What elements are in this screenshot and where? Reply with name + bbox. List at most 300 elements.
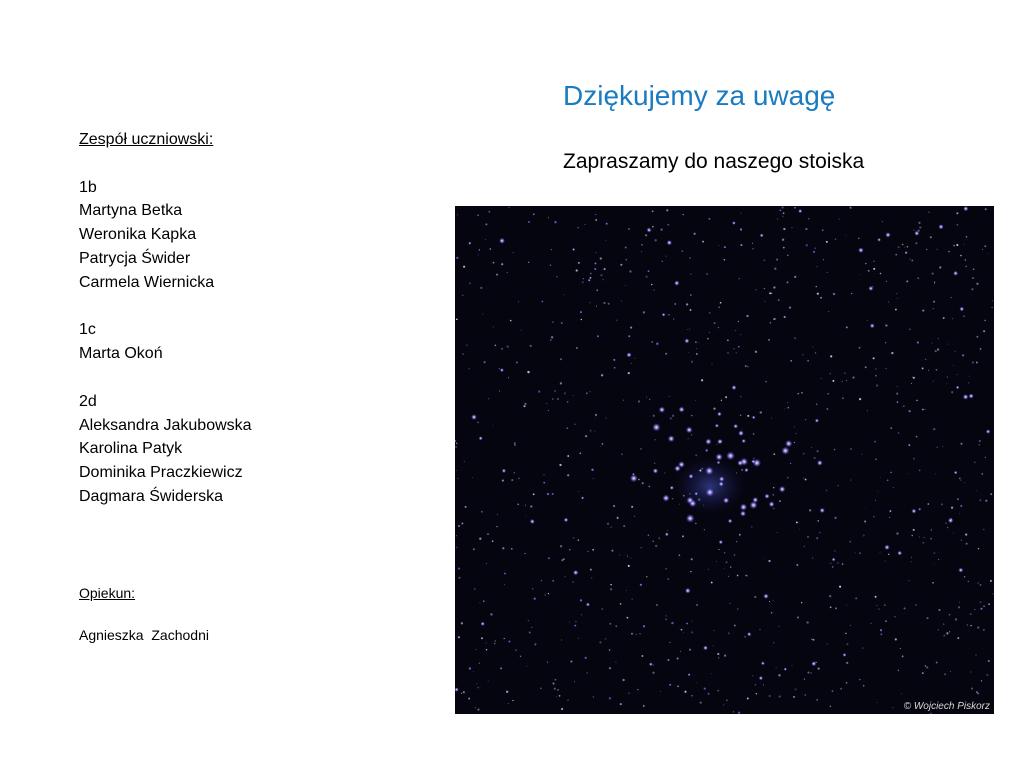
star: [457, 478, 458, 479]
star: [662, 261, 663, 262]
star: [525, 505, 526, 506]
star: [667, 530, 668, 531]
cluster-star: [674, 465, 680, 471]
star: [951, 507, 953, 509]
bright-star: [798, 209, 802, 213]
star: [520, 330, 521, 331]
star: [763, 558, 764, 559]
star: [941, 503, 943, 505]
star: [600, 446, 601, 447]
star: [804, 679, 805, 680]
star: [983, 529, 985, 531]
star: [569, 549, 571, 551]
star: [609, 649, 611, 651]
star: [681, 250, 683, 252]
star: [981, 608, 983, 610]
star: [724, 259, 726, 261]
cluster-star: [659, 406, 665, 412]
star: [849, 206, 850, 207]
star: [982, 249, 983, 250]
bright-star: [963, 394, 969, 400]
star: [586, 392, 588, 394]
star: [970, 672, 971, 673]
star: [615, 662, 616, 663]
star: [796, 521, 798, 523]
star: [532, 588, 533, 589]
star: [543, 482, 545, 484]
cluster-star: [694, 492, 698, 496]
star: [501, 263, 503, 265]
star: [807, 672, 809, 674]
star: [493, 327, 494, 328]
star: [810, 672, 812, 674]
star: [746, 315, 748, 317]
star: [599, 641, 601, 643]
star: [813, 457, 815, 459]
star: [716, 561, 717, 562]
star: [972, 277, 974, 279]
star: [640, 448, 642, 450]
star: [957, 224, 959, 226]
star: [735, 330, 737, 332]
star: [552, 321, 554, 323]
bright-star: [953, 271, 958, 276]
cluster-star: [779, 486, 786, 493]
star: [777, 218, 778, 219]
star: [667, 578, 669, 580]
star: [711, 582, 713, 584]
star: [898, 432, 900, 434]
star: [605, 638, 607, 640]
star: [643, 311, 645, 313]
star: [933, 308, 934, 309]
star: [830, 705, 832, 707]
bright-star: [958, 568, 963, 573]
member-name: Dagmara Świderska: [79, 487, 224, 505]
star: [783, 228, 785, 230]
star: [875, 368, 876, 369]
star: [740, 213, 741, 214]
star: [671, 622, 673, 624]
cluster-star: [744, 468, 748, 472]
star: [740, 244, 742, 246]
starfield-image: [455, 206, 994, 714]
star: [934, 564, 935, 565]
bright-star: [760, 233, 764, 237]
star: [554, 688, 556, 690]
star: [928, 503, 930, 505]
star: [900, 648, 901, 649]
star: [801, 602, 802, 603]
star: [885, 324, 887, 326]
bright-star: [626, 352, 631, 357]
star: [499, 391, 500, 392]
star: [591, 469, 593, 471]
star: [960, 255, 962, 257]
star: [973, 268, 975, 270]
star: [924, 409, 925, 410]
star: [830, 606, 832, 608]
star: [805, 479, 807, 481]
star: [868, 270, 870, 272]
star: [971, 688, 973, 690]
star: [826, 490, 828, 492]
star: [713, 322, 715, 324]
star: [849, 541, 851, 543]
star: [943, 635, 945, 637]
star: [664, 472, 665, 473]
star: [653, 415, 655, 417]
star: [804, 694, 806, 696]
star: [981, 680, 982, 681]
star: [554, 221, 556, 223]
star: [873, 260, 875, 262]
star: [667, 224, 669, 226]
star: [897, 298, 898, 299]
star: [855, 597, 857, 599]
star: [514, 442, 516, 444]
star: [913, 529, 915, 531]
star: [655, 239, 657, 241]
bright-star: [956, 386, 960, 390]
star: [609, 667, 611, 669]
star: [771, 417, 772, 418]
star: [479, 249, 481, 251]
star: [733, 711, 734, 712]
star: [620, 703, 622, 705]
star: [711, 673, 712, 674]
star: [835, 238, 837, 240]
star: [990, 580, 992, 582]
star: [702, 241, 704, 243]
star: [672, 498, 673, 499]
star: [776, 259, 778, 261]
star: [538, 390, 540, 392]
star: [576, 269, 578, 271]
star: [963, 244, 964, 245]
star: [456, 318, 458, 320]
star: [795, 688, 797, 690]
star: [961, 443, 963, 445]
star: [928, 370, 929, 371]
bright-star: [747, 632, 751, 636]
star: [880, 633, 882, 635]
cluster-star: [719, 481, 724, 486]
star: [489, 248, 491, 250]
star: [821, 378, 822, 379]
star: [909, 329, 911, 331]
star: [880, 629, 882, 631]
star: [865, 366, 867, 368]
star: [480, 287, 482, 289]
star: [913, 458, 915, 460]
star: [631, 363, 632, 364]
star: [627, 617, 629, 619]
star: [579, 452, 581, 454]
star: [464, 461, 465, 462]
star: [858, 238, 859, 239]
star: [962, 354, 964, 356]
star: [875, 375, 877, 377]
star: [737, 608, 739, 610]
star: [472, 477, 473, 478]
bright-star: [833, 293, 836, 296]
star: [481, 637, 483, 639]
star: [596, 289, 597, 290]
star: [734, 554, 736, 556]
star: [880, 273, 882, 275]
star: [864, 521, 866, 523]
star: [666, 568, 667, 569]
bright-star: [948, 518, 954, 524]
star: [530, 505, 532, 507]
star: [965, 266, 967, 268]
bright-star: [868, 286, 873, 291]
star: [907, 474, 908, 475]
star: [570, 660, 572, 662]
slide-title: Dziękujemy za uwagę: [563, 80, 836, 111]
star: [956, 244, 958, 246]
cluster-star: [742, 439, 746, 443]
star: [627, 556, 628, 557]
star: [592, 549, 594, 551]
star: [988, 603, 990, 605]
star: [895, 309, 897, 311]
star: [478, 254, 479, 255]
star: [830, 563, 831, 564]
star: [497, 526, 498, 527]
cluster-star: [737, 460, 743, 466]
star: [976, 336, 978, 338]
star: [713, 645, 714, 646]
star: [816, 286, 817, 287]
star: [773, 642, 774, 643]
star: [590, 430, 592, 432]
star: [793, 696, 795, 698]
star: [456, 546, 458, 548]
star: [807, 536, 809, 538]
star: [811, 447, 812, 448]
star: [585, 657, 587, 659]
star: [534, 643, 536, 645]
star: [957, 498, 959, 500]
star: [642, 482, 644, 484]
star: [485, 239, 486, 240]
star: [878, 608, 880, 610]
star: [764, 301, 765, 302]
star: [462, 353, 463, 354]
bright-star: [471, 414, 477, 420]
star: [666, 615, 667, 616]
bright-star: [688, 673, 691, 676]
star: [735, 352, 736, 353]
star: [901, 693, 902, 694]
star: [646, 397, 647, 398]
star: [755, 684, 757, 686]
star: [950, 671, 951, 672]
star: [582, 281, 584, 283]
star: [904, 247, 905, 248]
star: [594, 431, 595, 432]
star: [593, 696, 595, 698]
star: [789, 306, 791, 308]
bright-star: [647, 228, 652, 233]
star: [911, 561, 912, 562]
star: [974, 462, 976, 464]
star: [951, 391, 953, 393]
star: [488, 680, 489, 681]
star: [771, 612, 773, 614]
star: [911, 260, 913, 262]
star: [637, 689, 638, 690]
star: [718, 307, 720, 309]
bright-star: [699, 469, 703, 473]
star: [645, 234, 647, 236]
star: [528, 620, 529, 621]
star: [559, 695, 561, 697]
star: [890, 427, 892, 429]
star: [968, 581, 969, 582]
star: [625, 259, 627, 261]
star: [904, 607, 906, 609]
star: [476, 683, 477, 684]
star: [508, 640, 510, 642]
star: [865, 263, 866, 264]
star: [832, 690, 834, 692]
cluster-star: [764, 494, 769, 499]
star: [770, 322, 772, 324]
bright-star: [897, 551, 902, 556]
star: [726, 561, 728, 563]
star: [820, 297, 822, 299]
star: [779, 626, 780, 627]
bright-star: [959, 307, 964, 312]
star: [463, 691, 465, 693]
star: [696, 348, 697, 349]
star: [530, 345, 532, 347]
team-heading: Zespół uczniowski:: [79, 131, 214, 148]
star: [923, 542, 924, 543]
bright-star: [732, 221, 736, 225]
star: [902, 244, 904, 246]
bright-star: [480, 622, 484, 626]
star: [759, 629, 760, 630]
star: [807, 621, 809, 623]
star: [486, 563, 487, 564]
bright-star: [954, 471, 958, 475]
star: [547, 493, 549, 495]
star: [794, 207, 796, 209]
star: [704, 687, 706, 689]
star: [527, 371, 529, 373]
star: [781, 206, 783, 208]
star: [547, 662, 548, 663]
star: [983, 629, 985, 631]
star: [769, 601, 770, 602]
star: [985, 320, 986, 321]
star: [600, 274, 602, 276]
cluster-star: [662, 494, 669, 501]
star: [813, 639, 815, 641]
member-name: Dominika Praczkiewicz: [79, 464, 243, 482]
star: [502, 547, 504, 549]
star: [514, 472, 515, 473]
star: [483, 361, 485, 363]
bright-star: [759, 676, 763, 680]
star: [654, 289, 655, 290]
bright-star: [938, 224, 943, 229]
star: [468, 368, 469, 369]
star: [511, 548, 513, 550]
star: [918, 222, 920, 224]
member-name: Karolina Patyk: [79, 440, 183, 458]
bright-star: [963, 206, 968, 211]
star: [643, 705, 645, 707]
bright-star: [719, 540, 723, 544]
star: [669, 396, 670, 397]
star-cluster-photo: [455, 206, 994, 714]
star: [977, 626, 979, 628]
bright-star: [733, 424, 738, 429]
star: [741, 469, 742, 470]
star: [819, 532, 821, 534]
star: [816, 450, 818, 452]
star: [561, 559, 563, 561]
star: [608, 303, 610, 305]
star: [823, 259, 824, 260]
star: [660, 228, 662, 230]
star: [591, 577, 592, 578]
star: [992, 300, 993, 301]
star: [499, 368, 501, 370]
star: [779, 500, 781, 502]
star: [979, 499, 981, 501]
star: [957, 374, 958, 375]
star: [969, 376, 970, 377]
star: [477, 214, 479, 216]
star: [913, 230, 914, 231]
star: [885, 342, 886, 343]
star: [691, 695, 693, 697]
star: [948, 251, 950, 253]
star: [728, 576, 729, 577]
star: [524, 553, 525, 554]
star: [932, 343, 933, 344]
star: [567, 474, 569, 476]
bright-star: [573, 570, 579, 576]
star: [863, 534, 865, 536]
star: [718, 690, 719, 691]
star: [580, 599, 582, 601]
star: [665, 353, 667, 355]
star: [631, 558, 632, 559]
star: [736, 541, 737, 542]
star: [566, 427, 568, 429]
star: [816, 266, 817, 267]
star: [974, 609, 975, 610]
star: [567, 700, 568, 701]
star: [959, 478, 961, 480]
star: [861, 454, 862, 455]
star: [495, 640, 496, 641]
star: [747, 698, 749, 700]
star: [652, 672, 654, 674]
star: [812, 558, 813, 559]
star: [724, 655, 726, 657]
star: [575, 621, 577, 623]
star: [733, 348, 735, 350]
star: [846, 326, 848, 328]
